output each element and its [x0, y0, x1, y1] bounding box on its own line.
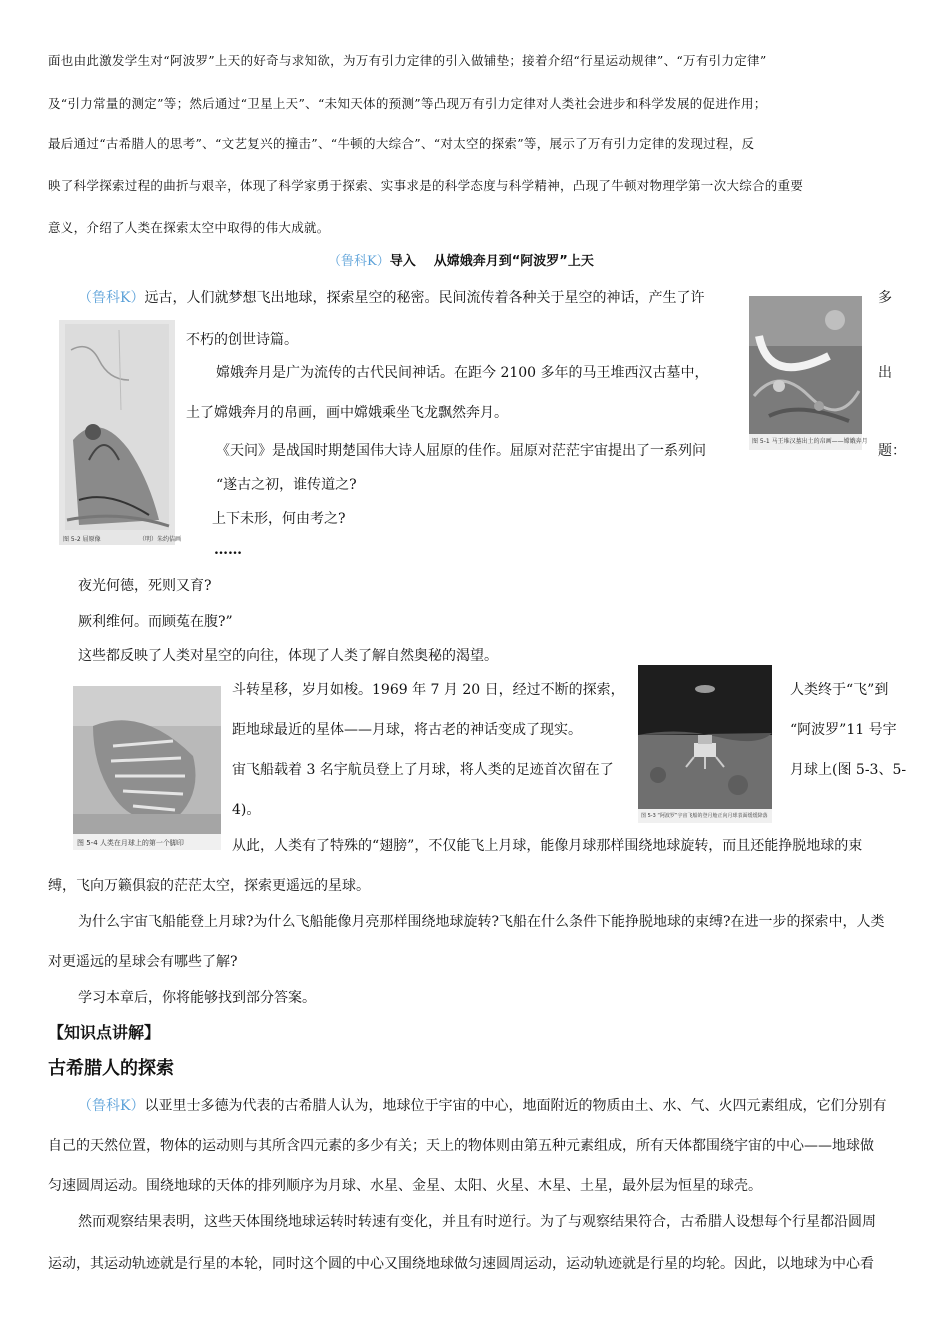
fig-5-2-credit: （明）朱约佶画: [139, 536, 182, 543]
section-title: [328, 252, 594, 272]
lunar-module-image: [638, 665, 772, 823]
intro-line-4: 映了科学探索过程的曲折与艰辛，体现了科学家勇于探索、实事求是的科学态度与科学精神，凸现了牛顿对物理学第一次大综合的重要: [48, 178, 804, 193]
p6-line-2: 缚，飞向万籁俱寂的茫茫太空，探索更遥远的星球。: [48, 878, 370, 894]
poem-line-3: 夜光何德，死则又育?: [78, 578, 212, 594]
p5-line-1: 斗转星移，岁月如梭。1969 年 7 月 20 日，经过不断的探索，: [232, 682, 625, 698]
silk-painting-image: [749, 296, 868, 450]
fig-5-4-caption: 图 5-4 人类在月球上的第一个脚印: [77, 839, 184, 847]
p1-line-2: 不朽的创世诗篇。: [186, 332, 298, 348]
p5-line-1-end: 人类终于“飞”到: [790, 682, 889, 698]
p1-line-1-end: 多: [878, 290, 892, 306]
fig-5-3-caption: 图 5-3 “阿波罗”宇宙飞船的登月舱正向月球表面缓缓降落: [641, 813, 768, 819]
p1-tag: （鲁科K）: [78, 290, 145, 306]
section-label: 导入: [389, 254, 416, 269]
subheading-greek: 古希腊人的探索: [48, 1058, 174, 1079]
intro-line-3: 最后通过“古希腊人的思考”、“文艺复兴的撞击”、“牛顿的大综合”、“对太空的探索”等，展示了万有引力定律的发现过程，反: [48, 136, 755, 151]
p4-line: 这些都反映了人类对星空的向往，体现了人类了解自然奥秘的渴望。: [78, 648, 498, 664]
p5-line-3-end: 月球上(图 5-3、5-: [790, 762, 907, 778]
p5-line-2: 距地球最近的星体——月球，将古老的神话变成了现实。: [232, 722, 582, 738]
greek-line-2: 自己的天然位置，物体的运动则与其所含四元素的多少有关；天上的物体则由第五种元素组成，所有天体都围绕宇宙的中心——地球做: [48, 1138, 874, 1154]
p3-line-1: 《天问》是战国时期楚国伟大诗人屈原的佳作。屈原对茫茫宇宙提出了一系列问: [216, 443, 706, 459]
p8-line: 学习本章后，你将能够找到部分答案。: [78, 990, 316, 1006]
greek-line-4: 然而观察结果表明，这些天体围绕地球运转时转速有变化，并且有时逆行。为了与观察结果符合，古希腊人设想每个行星都沿圆周: [78, 1214, 876, 1230]
intro-line-5: 意义，介绍了人类在探索太空中取得的伟大成就。: [48, 220, 330, 235]
greek-tag: （鲁科K）: [78, 1098, 145, 1114]
p5-line-3: 宙飞船载着 3 名宇航员登上了月球，将人类的足迹首次留在了: [232, 762, 614, 778]
p2-line-2: 土了嫦娥奔月的帛画，画中嫦娥乘坐飞龙飘然奔月。: [186, 405, 508, 421]
greek-text-1: 以亚里士多德为代表的古希腊人认为，地球位于宇宙的中心，地面附近的物质由土、水、气、火四元素组成，它们分别有: [144, 1098, 887, 1114]
p6-line-1: 从此，人类有了特殊的“翅膀”，不仅能飞上月球，能像月球那样围绕地球旋转，而且还能挣脱地球的束: [232, 838, 863, 854]
p1-line-1: [78, 288, 704, 308]
poem-line-2: 上下未形，何由考之?: [212, 511, 346, 527]
poem-ellipsis: ……: [214, 542, 242, 558]
p5-line-4: 4)。: [232, 802, 261, 818]
p7-line-2: 对更遥远的星球会有哪些了解?: [48, 954, 238, 970]
greek-line-5: 运动，其运动轨迹就是行星的本轮，同时这个圆的中心又围绕地球做匀速圆周运动，运动轨迹就是行星的均轮。因此，以地球为中心看: [48, 1256, 874, 1272]
knowledge-heading: 【知识点讲解】: [48, 1023, 161, 1042]
p2-line-1-end: 出: [878, 365, 892, 381]
section-tag: （鲁科K）: [328, 254, 390, 269]
fig-5-1-caption: 图 5-1 马王堆汉墓出土的帛画——嫦娥奔月: [752, 438, 868, 445]
p3-line-1-end: 题：: [878, 443, 906, 459]
poem-line-4: 厥利维何。而顾菟在腹?”: [78, 614, 233, 630]
greek-line-3: 匀速圆周运动。围绕地球的天体的排列顺序为月球、水星、金星、太阳、火星、木星、土星，最外层为恒星的球壳。: [48, 1178, 762, 1194]
intro-line-2: 及“引力常量的测定”等；然后通过“卫星上天”、“未知天体的预测”等凸现万有引力定律对人类社会进步和科学发展的促进作用；: [48, 96, 767, 111]
section-heading: 从嫦娥奔月到“阿波罗”上天: [433, 254, 594, 269]
p2-line-1: 嫦娥奔月是广为流传的古代民间神话。在距今 2100 多年的马王堆西汉古墓中，: [216, 365, 709, 381]
p5-line-2-end: “阿波罗”11 号宇: [790, 722, 897, 738]
fig-5-2-caption: 图 5-2 屈原像: [63, 536, 101, 543]
greek-line-1: [78, 1096, 886, 1116]
poem-line-1: “遂古之初，谁传道之?: [216, 477, 357, 493]
intro-line-1: 面也由此激发学生对“阿波罗”上天的好奇与求知欲，为万有引力定律的引入做铺垫；接着介绍“行星运动规律”、“万有引力定律”: [48, 53, 767, 68]
moon-footprint-image: [73, 686, 221, 850]
p7-line-1: 为什么宇宙飞船能登上月球?为什么飞船能像月亮那样围绕地球旋转?飞船在什么条件下能挣脱地球的束缚?在进一步的探索中，人类: [78, 914, 885, 930]
p1-text-a: 远古，人们就梦想飞出地球，探索星空的秘密。民间流传着各种关于星空的神话，产生了许: [144, 290, 705, 306]
qu-yuan-portrait-image: [59, 320, 182, 545]
